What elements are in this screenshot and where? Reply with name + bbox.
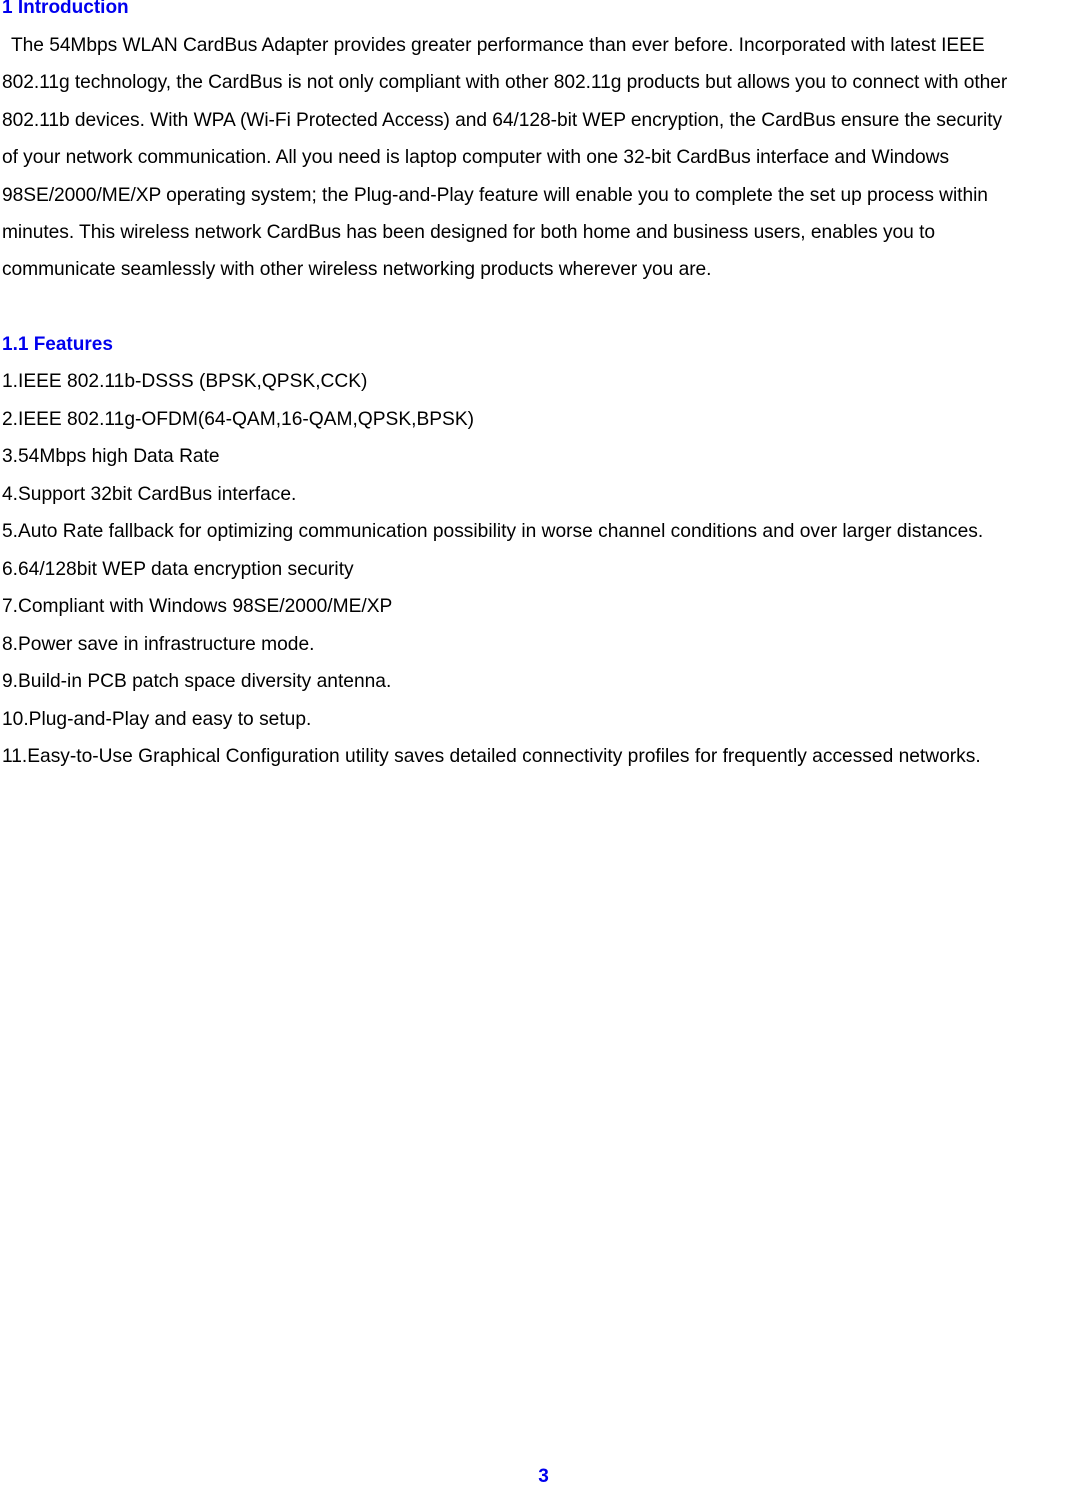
feature-item: 7.Compliant with Windows 98SE/2000/ME/XP (2, 596, 393, 617)
paragraph-line: 802.11b devices. With WPA (Wi-Fi Protected Access) and 64/128-bit WEP encryption, the CardBus ensure the security (2, 109, 1003, 131)
feature-item: 1.IEEE 802.11b-DSSS (BPSK,QPSK,CCK) (2, 371, 368, 392)
paragraph-line: minutes. This wireless network CardBus has been designed for both home and business users, enables you to (2, 221, 935, 243)
paragraph-line: 98SE/2000/ME/XP operating system; the Plug-and-Play feature will enable you to complete the set up process within (2, 184, 988, 206)
feature-item: 6.64/128bit WEP data encryption security (2, 558, 354, 580)
features-list (2, 369, 983, 782)
feature-item: 9.Build-in PCB patch space diversity antenna. (2, 671, 392, 692)
page-number: 3 (538, 1466, 549, 1487)
feature-item: 2.IEEE 802.11g-OFDM(64-QAM,16-QAM,QPSK,BPSK) (2, 408, 475, 430)
section-heading-introduction: 1 Introduction (2, 0, 129, 18)
paragraph-line: The 54Mbps WLAN CardBus Adapter provides greater performance than ever before. Incorporated with latest IEEE (11, 35, 985, 56)
introduction-paragraph (2, 33, 1087, 295)
feature-item: 10.Plug-and-Play and easy to setup. (2, 708, 312, 730)
feature-item: 8.Power save in infrastructure mode. (2, 633, 315, 655)
paragraph-line: communicate seamlessly with other wireless networking products wherever you are. (2, 259, 712, 281)
paragraph-line: 802.11g technology, the CardBus is not only compliant with other 802.11g products but allows you to connect with other (2, 72, 1008, 94)
feature-item: 3.54Mbps high Data Rate (2, 446, 220, 467)
feature-item: 5.Auto Rate fallback for optimizing communication possibility in worse channel conditions and over larger distances. (2, 521, 984, 542)
section-heading-features: 1.1 Features (2, 334, 113, 355)
paragraph-line: of your network communication. All you need is laptop computer with one 32-bit CardBus interface and Windows (2, 147, 950, 169)
feature-item: 4.Support 32bit CardBus interface. (2, 483, 297, 505)
feature-item: 11.Easy-to-Use Graphical Configuration utility saves detailed connectivity profiles for frequently accessed networks. (2, 746, 981, 767)
